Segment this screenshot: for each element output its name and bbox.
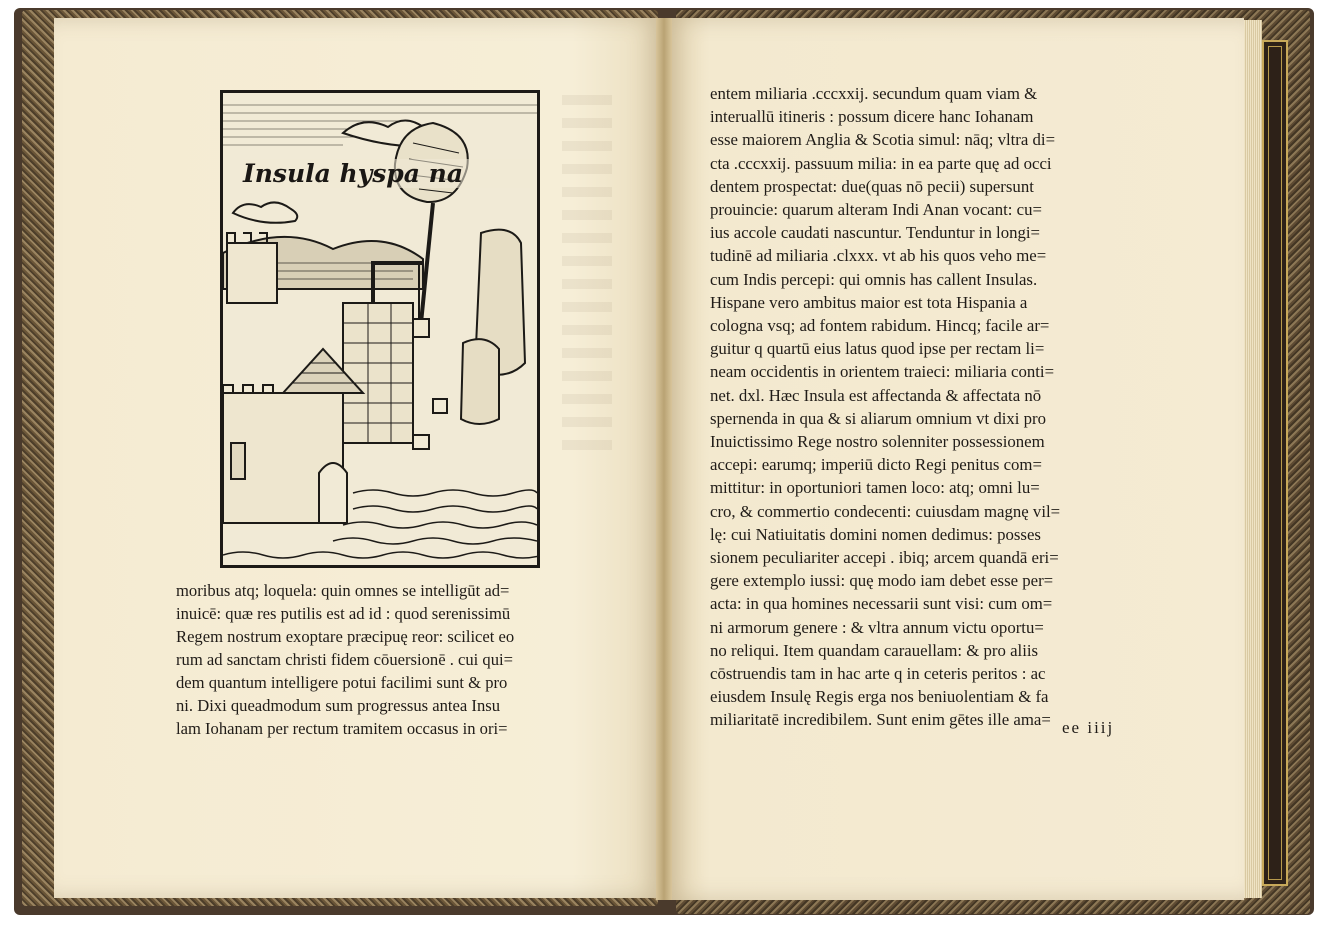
text-line: guitur q quartū eius latus quod ipse per rectam li= — [710, 339, 1045, 359]
text-line: inuicē: quæ res putilis est ad id : quod serenissimū — [176, 604, 511, 623]
text-line: cro, & commertio condecenti: cuiusdam magnę vil= — [710, 501, 1061, 521]
text-line: eiusdem Insulę Regis erga nos beniuolentiam & fa — [710, 687, 1049, 707]
text-line: ni. Dixi queadmodum sum progressus antea Insu — [176, 696, 500, 715]
text-line: prouincie: quarum alteram Indi Anan vocant: cu= — [710, 200, 1042, 220]
book-gutter — [656, 18, 672, 900]
text-line: dem quantum intelligere potui facilimi sunt & pro — [176, 673, 508, 692]
text-line: accepi: earumq; imperiū dicto Regi penitus com= — [710, 455, 1042, 475]
text-line: mittitur: in oportuniori tamen loco: atq; omni lu= — [710, 478, 1040, 498]
text-line: entem miliaria .cccxxij. secundum quam viam & — [710, 84, 1038, 103]
text-line: spernenda in qua & si aliarum omnium vt dixi pro — [710, 408, 1047, 428]
text-line: cta .cccxxij. passuum milia: in ea parte quę ad occi — [710, 153, 1052, 173]
text-line: cum Indis percepi: qui omnis has callent Insulas. — [710, 269, 1038, 289]
signature-mark: ee iiij — [1062, 718, 1115, 737]
text-line: moribus atq; loquela: quin omnes se intelligūt ad= — [176, 581, 510, 600]
text-line: sionem peculiariter accepi . ibiq; arcem quandā eri= — [710, 548, 1059, 568]
text-line: interuallū itineris : possum dicere hanc Iohanam — [710, 107, 1034, 127]
page-fore-edge — [1244, 20, 1262, 898]
text-line: lę: cui Natiuitatis domini nomen dedimus: posses — [710, 524, 1041, 544]
text-line: lam Iohanam per rectum tramitem occasus in ori= — [176, 719, 508, 738]
left-page-text — [176, 579, 514, 740]
text-line: ni armorum genere : & vltra annum victu oportu= — [710, 617, 1044, 637]
show-through-text — [562, 90, 612, 450]
gilt-border-ornament — [1262, 40, 1288, 886]
text-line: Hispane vero ambitus maior est tota Hispania a — [710, 292, 1028, 312]
text-line: miliaritatē incredibilem. Sunt enim gētes ille ama= — [710, 710, 1051, 730]
text-line: tudinē ad miliaria .clxxx. vt ab his quos veho me= — [710, 246, 1047, 266]
text-line: Inuictissimo Rege nostro solenniter possessionem — [710, 432, 1045, 452]
text-line: ius accole caudati nascuntur. Tenduntur in longi= — [710, 223, 1041, 243]
woodcut-illustration — [220, 90, 540, 568]
text-line: acta: in qua homines necessarii sunt visi: cum om= — [710, 594, 1053, 614]
text-line: no reliqui. Item quandam carauellam: & pro aliis — [710, 640, 1039, 660]
text-line: cōstruendis tam in hac arte q in ceteris peritos : ac — [710, 664, 1046, 684]
text-line: net. dxl. Hæc Insula est affectanda & affectata nō — [710, 385, 1042, 405]
right-page-text — [710, 82, 1060, 732]
text-line: rum ad sanctam christi fidem cōuersionē . cui qui= — [176, 650, 513, 669]
woodcut-title: Insula hyspa na — [243, 159, 533, 188]
text-line: esse maiorem Anglia & Scotia simul: nāq; vltra di= — [710, 130, 1056, 150]
text-line: Regem nostrum exoptare præcipuę reor: scilicet eo — [176, 627, 515, 646]
text-line: neam occidentis in orientem traieci: miliaria conti= — [710, 362, 1055, 382]
text-line: gere extemplo iussi: quę modo iam debet esse per= — [710, 571, 1054, 591]
text-line: dentem prospectat: due(quas nō pecii) supersunt — [710, 176, 1034, 196]
text-line: cologna vsq; ad fontem rabidum. Hincq; facile ar= — [710, 316, 1050, 336]
